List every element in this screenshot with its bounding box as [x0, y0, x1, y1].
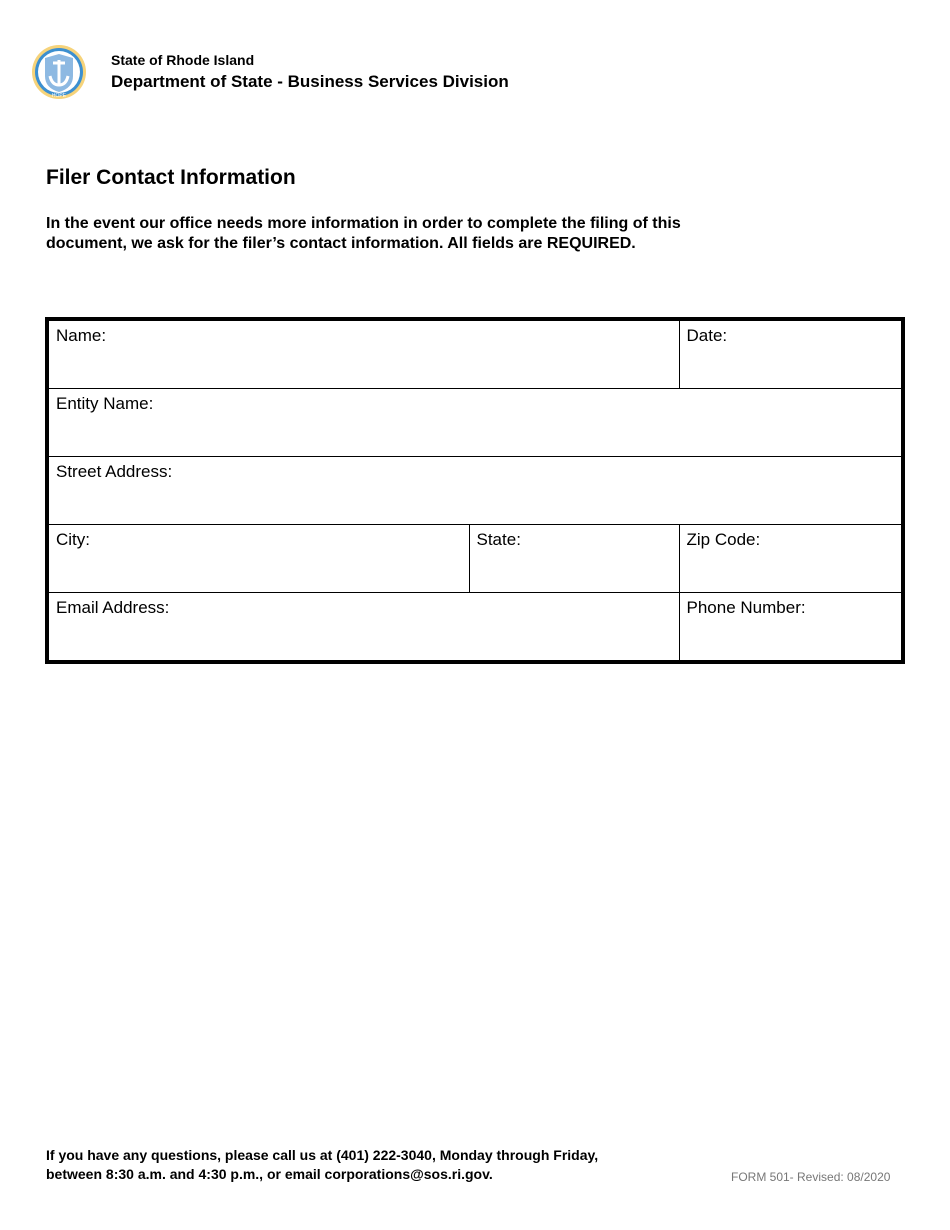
- city-field[interactable]: [47, 525, 469, 593]
- email-label: Email Address:: [56, 598, 170, 617]
- entity-name-label: Entity Name:: [56, 394, 154, 413]
- svg-text:HOPE: HOPE: [51, 93, 67, 99]
- state-label: State:: [476, 530, 521, 549]
- street-address-label: Street Address:: [56, 462, 173, 481]
- department-name: Department of State - Business Services Division: [111, 72, 509, 91]
- zip-code-label: Zip Code:: [686, 530, 761, 549]
- footer-line-1: If you have any questions, please call us at (401) 222-3040, Monday through Friday,: [46, 1147, 599, 1163]
- phone-field[interactable]: [679, 593, 903, 663]
- contact-form-table: [45, 317, 905, 664]
- date-label: Date:: [686, 326, 728, 345]
- page-title: Filer Contact Information: [46, 166, 296, 189]
- phone-label: Phone Number:: [686, 598, 806, 617]
- footer-contact-text: [46, 1146, 598, 1184]
- name-label: Name:: [56, 326, 107, 345]
- form-number: FORM 501- Revised: 08/2020: [731, 1170, 891, 1184]
- entity-name-field[interactable]: [47, 389, 903, 457]
- intro-line-1: In the event our office needs more information in order to complete the filing of this: [46, 215, 681, 232]
- intro-line-2: document, we ask for the filer’s contact information. All fields are REQUIRED.: [46, 235, 636, 252]
- zip-code-field[interactable]: [679, 525, 903, 593]
- intro-text: [46, 214, 846, 254]
- name-field[interactable]: [47, 319, 679, 389]
- footer-line-2: between 8:30 a.m. and 4:30 p.m., or email corporations@sos.ri.gov.: [46, 1166, 493, 1182]
- state-name: State of Rhode Island: [111, 52, 255, 68]
- city-label: City:: [56, 530, 90, 549]
- date-field[interactable]: [679, 319, 903, 389]
- state-field[interactable]: [469, 525, 679, 593]
- email-field[interactable]: [47, 593, 679, 663]
- rhode-island-seal-logo: [17, 44, 101, 100]
- street-address-field[interactable]: [47, 457, 903, 525]
